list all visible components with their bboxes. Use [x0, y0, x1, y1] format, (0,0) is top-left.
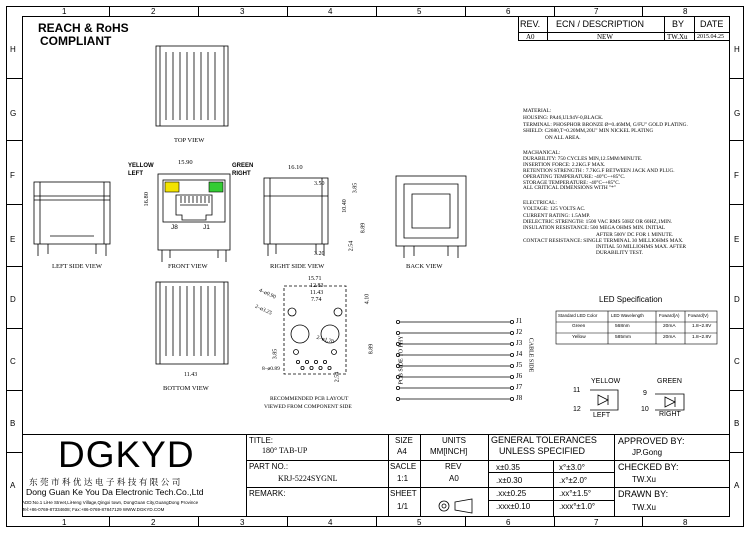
date-header: DATE [700, 19, 724, 29]
zone-row-right-F: F [734, 171, 739, 180]
pcb-side-label: PCB SIDE TO PHY [398, 335, 405, 385]
title-value: 180° TAB-UP [262, 446, 308, 455]
zone-row-right-A: A [734, 481, 740, 490]
electrical-line-8: DURABILITY TEST. [596, 250, 643, 257]
ecn-value: NEW [597, 33, 613, 41]
zone-col-bottom-8: 8 [683, 518, 688, 527]
tolerance-title-1: GENERAL TOLERANCES [491, 435, 597, 445]
company-name-cn: 东 莞 市 科 优 达 电 子 科 技 有 限 公 司 [29, 477, 181, 487]
dim-side-254: 2.54 [348, 240, 355, 252]
electrical-line-4: INSULATION RESISTANCE: 500 MEGA OHMS MIN. INITIAL [523, 225, 666, 232]
zone-row-left-A: A [10, 481, 16, 490]
led-table-cell-1-1: 585mm [615, 335, 631, 340]
dim-side-320: 3.20 [314, 251, 325, 257]
front-j8-label: J8 [171, 224, 178, 231]
pcb-layout-label-1: RECOMMENDED PCB LAYOUT [270, 396, 349, 402]
led-table-cell-1-2: 20mA [663, 335, 676, 340]
led-pin-10: 10 [641, 406, 649, 413]
bottom-view-label: BOTTOM VIEW [163, 385, 209, 392]
tolerance-angular-1: .x°±2.0° [559, 476, 588, 485]
checked-label: CHECKED BY: [618, 462, 679, 472]
tolerance-linear-2: .xx±0.25 [496, 489, 527, 498]
electrical-line-6: CONTACT RESISTANCE: SINGLE TERMINAL 30 MILLIOHMS MAX. [523, 237, 684, 244]
dim-side-1040: 10.40 [341, 199, 348, 213]
by-value: TW.Xu [667, 33, 688, 41]
led-pin-9: 9 [643, 390, 647, 397]
dim-pcb-385: 3.85 [272, 348, 279, 360]
drawn-label: DRAWN BY: [618, 489, 669, 499]
zone-col-top-2: 2 [151, 7, 156, 16]
dim-pcb-410: 4.10 [364, 293, 371, 305]
zone-row-right-C: C [734, 357, 740, 366]
approved-label: APPROVED BY: [618, 436, 685, 446]
compliance-line1: REACH & RoHS [38, 21, 129, 35]
title-label: TITLE: [249, 436, 274, 445]
material-line-1: HOUSING: PA46,UL94V-0,BLACK. [523, 114, 604, 121]
remark-label: REMARK: [249, 489, 286, 498]
zone-col-top-5: 5 [417, 7, 422, 16]
front-right-label: RIGHT [232, 171, 251, 177]
electrical-line-5: AFTER 500V DC FOR 1 MINUTE. [596, 231, 674, 238]
led-table-cell-0-2: 20mA [663, 324, 676, 329]
by-header: BY [672, 19, 685, 29]
left-side-view-label: LEFT SIDE VIEW [52, 263, 102, 270]
tolerance-linear-0: x±0.35 [496, 463, 520, 472]
led-table-cell-0-3: 1.8~2.8V [692, 324, 712, 329]
top-view-label: TOP VIEW [174, 137, 205, 144]
dim-side-385: 3.85 [352, 182, 359, 194]
zone-col-bottom-6: 6 [506, 518, 511, 527]
company-name-en: Dong Guan Ke You Da Electronic Tech.Co.,Ltd [26, 487, 204, 497]
front-green-label: GREEN [232, 163, 254, 169]
led-table-header-1: LED Wavelength [611, 313, 644, 318]
part-no-label: PART NO.: [249, 462, 289, 471]
led-spec-title: LED Specification [599, 295, 663, 304]
zone-row-right-H: H [734, 45, 740, 54]
units-label: UNITS [442, 436, 466, 445]
zone-col-top-4: 4 [328, 7, 333, 16]
zone-col-top-7: 7 [594, 7, 599, 16]
material-line-4: ON ALL AREA. [545, 135, 581, 142]
dim-pcb-1571: 15.71 [308, 276, 322, 282]
dim-pcb-hole-325: 2–ø3.25 [253, 303, 273, 317]
size-label: SIZE [395, 436, 413, 445]
zone-col-bottom-2: 2 [151, 518, 156, 527]
led-yellow-label: YELLOW [591, 378, 621, 385]
material-line-2: TERMINAL: PHOSPHOR BRONZE Ø=0.46MM, G/FU" GOLD PLATING. [523, 121, 688, 128]
dim-pcb-1143: 11.43 [310, 290, 324, 296]
part-no-value: KRJ-5224SYGNL [278, 474, 338, 483]
checked-value: TW.Xu [632, 475, 657, 484]
schematic-pin-J1: J1 [516, 317, 523, 325]
led-table-cell-1-0: Yellow [572, 335, 586, 340]
projection-symbol [439, 499, 472, 513]
dim-side-depth: 16.10 [288, 164, 303, 171]
zone-row-left-F: F [10, 171, 15, 180]
zone-col-top-6: 6 [506, 7, 511, 16]
schematic-pin-J5: J5 [516, 361, 523, 369]
zone-row-right-B: B [734, 419, 740, 428]
zone-col-bottom-4: 4 [328, 518, 333, 527]
sheet-value: 1/1 [397, 502, 409, 511]
rev-header: REV. [520, 19, 541, 29]
rev-value-tb: A0 [449, 474, 459, 483]
mechanical-line-5: STORAGE TEMPERATURE: -40°C~+85°C. [523, 179, 621, 186]
connector-views [34, 46, 466, 374]
company-logo: DGKYD [58, 434, 195, 475]
dim-pcb-1283: 12.83 [310, 283, 324, 289]
zone-row-left-C: C [10, 357, 16, 366]
company-address: ADD:No.1 LiHe Street,LiHeng Village,Qingxi town, DongGuan City,GuangDong Province [22, 500, 199, 505]
zone-row-right-D: D [734, 295, 740, 304]
zone-row-left-D: D [10, 295, 16, 304]
company-tel: Tel:+86-0769-87334608; Fax:+86-0769-87847129 WWW.DGKYD.COM [22, 507, 165, 512]
material-line-0: MATERIAL: [523, 108, 552, 114]
zone-col-bottom-1: 1 [62, 518, 67, 527]
green-led-window [209, 182, 223, 192]
dim-pcb-hole-089: 8–ø0.89 [262, 366, 280, 372]
zone-row-left-E: E [10, 235, 16, 244]
front-view-label: FRONT VIEW [168, 263, 208, 270]
zone-row-left-G: G [10, 109, 17, 118]
tolerance-title-2: UNLESS SPECIFIED [499, 446, 586, 456]
electrical-line-0: ELECTRICAL: [523, 200, 557, 206]
dim-front-height: 16.80 [143, 191, 151, 207]
tolerance-angular-2: .xx°±1.5° [559, 489, 592, 498]
zone-col-bottom-7: 7 [594, 518, 599, 527]
led-right-label: RIGHT [659, 411, 681, 418]
front-j1-label: J1 [203, 224, 210, 231]
dim-pcb-254: 2.54 [334, 371, 341, 383]
electrical-line-1: VOLTAGE: 125 VOLTS AC. [523, 206, 586, 213]
size-value: A4 [397, 447, 407, 456]
zone-row-left-B: B [10, 419, 16, 428]
sheet-label: SHEET [390, 489, 417, 498]
dim-pcb-774: 7.74 [311, 297, 322, 303]
led-pin-12: 12 [573, 406, 581, 413]
yellow-led-window [165, 182, 179, 192]
cable-side-label: CABLE SIDE [527, 337, 534, 373]
led-schematic [590, 390, 684, 410]
material-line-3: SHIELD: C2680,T=0.20MM,20U" MIN NICKEL PLATING [523, 128, 654, 135]
zone-col-top-3: 3 [240, 7, 245, 16]
approved-value: JP.Gong [632, 448, 663, 457]
rev-value: A0 [526, 33, 535, 41]
right-side-view-label: RIGHT SIDE VIEW [270, 263, 325, 270]
zone-col-top-8: 8 [683, 7, 688, 16]
tolerance-angular-0: x°±3.0° [559, 463, 585, 472]
led-table-header-3: Foward(V) [688, 313, 709, 318]
led-table-header-2: Foward(A) [659, 313, 680, 318]
mechanical-line-0: MACHANICAL: [523, 150, 561, 156]
tolerance-angular-3: .xxx°±1.0° [559, 502, 596, 511]
dim-side-889: 8.89 [360, 222, 367, 234]
dim-front-width: 15.90 [178, 159, 193, 166]
mechanical-line-2: INSERTION FORCE: 2.2KG.F MAX. [523, 161, 606, 168]
mechanical-line-3: RETENTION STRENGTH : 7.7KG.F BETWEEN JACK AND PLUG. [523, 167, 675, 174]
pcb-layout-label-2: VIEWED FROM COMPONENT SIDE [264, 404, 352, 410]
zone-col-bottom-3: 3 [240, 518, 245, 527]
schematic-pin-J3: J3 [516, 339, 523, 347]
dim-side-350: 3.50 [314, 181, 325, 187]
electrical-line-3: DIELECTRIC STRENGTH: 1500 VAC RMS 50HZ OR 60HZ,1MIN. [523, 218, 673, 225]
dim-pcb-hole-090: 4–ø0.90 [257, 287, 277, 301]
zone-row-right-E: E [734, 235, 740, 244]
electrical-line-2: CURRENT RATING: 1.5AMP. [523, 212, 591, 219]
zone-col-bottom-5: 5 [417, 518, 422, 527]
zone-row-left-H: H [10, 45, 16, 54]
led-table-cell-1-3: 1.8~2.8V [692, 335, 712, 340]
dim-pcb-889: 8.89 [368, 343, 375, 355]
date-value: 2015.04.25 [697, 34, 724, 40]
mechanical-line-1: DURABILITY: 750 CYCLES MIN,12.5MM/MINUTE. [523, 155, 643, 162]
dim-pcb-hole-170: 2–ø1.70 [315, 334, 335, 346]
zone-col-top-1: 1 [62, 7, 67, 16]
rev-label: REV [445, 462, 462, 471]
scale-value: 1:1 [397, 474, 409, 483]
dim-bottom-1143: 11.43 [184, 372, 198, 378]
front-yellow-label: YELLOW [128, 163, 154, 169]
tolerance-linear-3: .xxx±0.10 [496, 502, 531, 511]
back-view-label: BACK VIEW [406, 263, 443, 270]
electrical-line-7: INITIAL 50 MILLIOHMS MAX. AFTER [596, 244, 686, 251]
schematic-pin-J2: J2 [516, 328, 523, 336]
mechanical-line-4: OPERATING TEMPERATURE: -40°C~+85°C. [523, 173, 626, 180]
schematic-pin-J7: J7 [516, 383, 523, 391]
zone-row-right-G: G [734, 109, 741, 118]
schematic-pin-J4: J4 [516, 350, 523, 358]
led-table-cell-0-1: 568nm [615, 324, 630, 329]
front-left-label: LEFT [128, 171, 143, 177]
scale-label: SACLE [390, 462, 417, 471]
tolerance-linear-1: .x±0.30 [496, 476, 523, 485]
ecn-header: ECN / DESCRIPTION [556, 19, 645, 29]
units-value: MM[INCH] [430, 447, 468, 456]
drawn-value: TW.Xu [632, 503, 657, 512]
led-table-header-0: Standard LED Color [558, 313, 598, 318]
mechanical-line-6: ALL CRITICAL DIMENSIONS WITH "*" [523, 185, 616, 192]
led-green-label: GREEN [657, 378, 682, 385]
led-pin-11: 11 [573, 387, 581, 394]
led-left-label: LEFT [593, 412, 611, 419]
schematic-pin-J6: J6 [516, 372, 523, 380]
led-table-cell-0-0: Green [572, 324, 586, 329]
compliance-line2: COMPLIANT [40, 34, 112, 48]
schematic-pin-J8: J8 [516, 394, 523, 402]
